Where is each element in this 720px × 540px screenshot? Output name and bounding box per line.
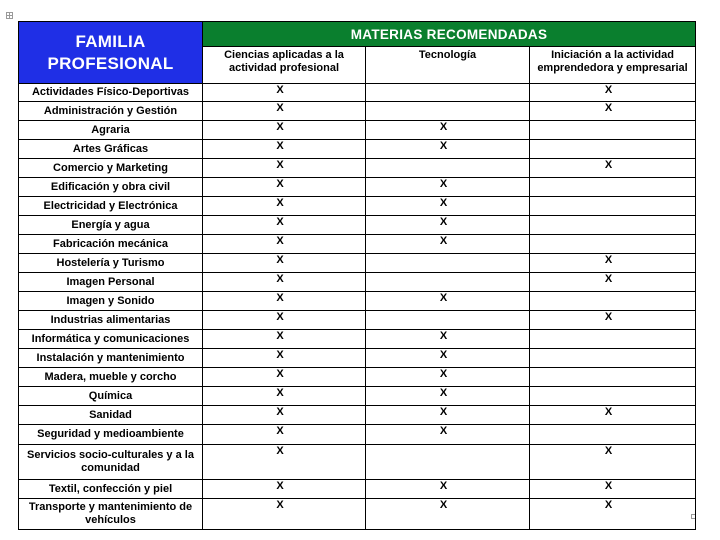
mark-x: X	[439, 235, 448, 247]
materias-table	[18, 21, 696, 530]
table-row	[19, 480, 696, 499]
mark-cell-tecnologia	[366, 102, 530, 121]
mark-cell-iniciacion	[530, 273, 696, 292]
mark-x: X	[276, 159, 284, 171]
mark-cell-iniciacion	[530, 445, 696, 480]
mark-x: X	[276, 178, 284, 190]
family-name-cell: Energía y agua	[19, 216, 203, 235]
mark-cell-tecnologia	[366, 349, 530, 368]
mark-cell-ciencias	[203, 84, 366, 102]
mark-cell-tecnologia	[366, 425, 530, 445]
table-row	[19, 368, 696, 387]
materias-recomendadas-header: MATERIAS RECOMENDADAS	[203, 22, 696, 47]
family-name-cell: Comercio y Marketing	[19, 159, 203, 178]
mark-x: X	[604, 406, 613, 418]
family-name-cell: Sanidad	[19, 406, 203, 425]
mark-cell-iniciacion	[530, 480, 696, 499]
mark-x: X	[276, 273, 284, 285]
mark-x: X	[276, 311, 284, 323]
mark-x: X	[604, 84, 613, 96]
mark-cell-ciencias	[203, 292, 366, 311]
header-row	[19, 22, 696, 47]
mark-x: X	[439, 406, 448, 418]
mark-cell-ciencias	[203, 387, 366, 406]
mark-cell-tecnologia	[366, 368, 530, 387]
mark-x: X	[439, 499, 448, 511]
column-header-ciencias-line2: actividad profesional	[228, 62, 340, 74]
mark-cell-iniciacion	[530, 425, 696, 445]
mark-cell-tecnologia	[366, 235, 530, 254]
mark-x: X	[276, 480, 284, 492]
family-name-cell: Madera, mueble y corcho	[19, 368, 203, 387]
mark-cell-ciencias	[203, 349, 366, 368]
column-header-ciencias-line1: Ciencias aplicadas a la	[224, 49, 344, 61]
mark-cell-ciencias	[203, 499, 366, 530]
column-header-iniciacion-line1: Iniciación a la actividad	[551, 49, 674, 61]
mark-x: X	[276, 254, 284, 266]
family-name-cell: Electricidad y Electrónica	[19, 197, 203, 216]
mark-cell-iniciacion	[530, 292, 696, 311]
mark-x: X	[439, 292, 448, 304]
mark-cell-tecnologia	[366, 254, 530, 273]
table-row	[19, 235, 696, 254]
mark-x: X	[439, 480, 448, 492]
mark-cell-ciencias	[203, 273, 366, 292]
mark-x: X	[439, 387, 448, 399]
mark-cell-iniciacion	[530, 330, 696, 349]
mark-cell-iniciacion	[530, 102, 696, 121]
mark-cell-tecnologia	[366, 216, 530, 235]
mark-cell-ciencias	[203, 178, 366, 197]
table-row	[19, 499, 696, 530]
mark-x: X	[439, 349, 448, 361]
mark-cell-ciencias	[203, 140, 366, 159]
mark-x: X	[276, 499, 284, 511]
mark-cell-ciencias	[203, 406, 366, 425]
mark-cell-ciencias	[203, 330, 366, 349]
family-name-cell: Química	[19, 387, 203, 406]
mark-cell-ciencias	[203, 480, 366, 499]
table-row	[19, 425, 696, 445]
mark-cell-ciencias	[203, 368, 366, 387]
family-name-cell: Informática y comunicaciones	[19, 330, 203, 349]
mark-cell-iniciacion	[530, 387, 696, 406]
mark-cell-tecnologia	[366, 480, 530, 499]
mark-cell-iniciacion	[530, 216, 696, 235]
mark-x: X	[439, 178, 448, 190]
table-row	[19, 273, 696, 292]
mark-x: X	[276, 235, 284, 247]
family-name-cell: Transporte y mantenimiento de vehículos	[19, 499, 203, 530]
move-handle-icon[interactable]	[6, 12, 13, 19]
mark-x: X	[276, 349, 284, 361]
mark-cell-tecnologia	[366, 273, 530, 292]
table-row	[19, 121, 696, 140]
familia-header-line2: PROFESIONAL	[47, 53, 174, 73]
family-name-cell: Agraria	[19, 121, 203, 140]
mark-cell-iniciacion	[530, 311, 696, 330]
family-name-cell: Servicios socio-culturales y a la comunidad	[19, 445, 203, 480]
table-row	[19, 406, 696, 425]
mark-x: X	[439, 368, 448, 380]
mark-x: X	[604, 102, 613, 114]
mark-cell-iniciacion	[530, 197, 696, 216]
mark-cell-tecnologia	[366, 387, 530, 406]
mark-cell-ciencias	[203, 121, 366, 140]
mark-cell-iniciacion	[530, 254, 696, 273]
mark-cell-iniciacion	[530, 368, 696, 387]
mark-x: X	[276, 102, 284, 114]
table-row	[19, 84, 696, 102]
mark-cell-tecnologia	[366, 197, 530, 216]
mark-x: X	[604, 159, 613, 171]
mark-x: X	[276, 292, 284, 304]
table-row	[19, 387, 696, 406]
table-row	[19, 311, 696, 330]
mark-cell-iniciacion	[530, 349, 696, 368]
mark-cell-iniciacion	[530, 159, 696, 178]
mark-cell-iniciacion	[530, 84, 696, 102]
mark-cell-tecnologia	[366, 178, 530, 197]
mark-x: X	[439, 197, 448, 209]
table-row	[19, 254, 696, 273]
mark-cell-ciencias	[203, 197, 366, 216]
mark-cell-ciencias	[203, 235, 366, 254]
mark-cell-tecnologia	[366, 140, 530, 159]
mark-cell-iniciacion	[530, 406, 696, 425]
mark-x: X	[276, 445, 284, 457]
mark-x: X	[276, 216, 284, 228]
family-name-cell: Fabricación mecánica	[19, 235, 203, 254]
column-header-tecnologia	[366, 47, 530, 84]
mark-x: X	[276, 406, 284, 418]
table-row	[19, 216, 696, 235]
mark-x: X	[604, 445, 613, 457]
mark-x: X	[276, 368, 284, 380]
column-header-ciencias	[203, 47, 366, 84]
column-header-tecnologia-line1: Tecnología	[418, 49, 477, 61]
mark-x: X	[276, 121, 284, 133]
mark-x: X	[604, 311, 613, 323]
table-row	[19, 178, 696, 197]
mark-x: X	[604, 499, 613, 511]
mark-x: X	[276, 387, 284, 399]
family-name-cell: Actividades Físico-Deportivas	[19, 84, 203, 102]
family-name-cell: Artes Gráficas	[19, 140, 203, 159]
mark-x: X	[604, 273, 613, 285]
mark-x: X	[439, 330, 448, 342]
mark-cell-tecnologia	[366, 84, 530, 102]
mark-cell-iniciacion	[530, 121, 696, 140]
mark-cell-tecnologia	[366, 445, 530, 480]
mark-x: X	[276, 140, 284, 152]
familia-profesional-header	[19, 22, 203, 84]
mark-cell-ciencias	[203, 159, 366, 178]
mark-cell-iniciacion	[530, 178, 696, 197]
mark-x: X	[439, 425, 448, 437]
mark-x: X	[276, 84, 284, 96]
family-name-cell: Imagen Personal	[19, 273, 203, 292]
mark-cell-iniciacion	[530, 140, 696, 159]
table-row	[19, 102, 696, 121]
family-name-cell: Instalación y mantenimiento	[19, 349, 203, 368]
mark-cell-iniciacion	[530, 499, 696, 530]
table-row	[19, 349, 696, 368]
table-row	[19, 159, 696, 178]
table-row	[19, 330, 696, 349]
mark-cell-iniciacion	[530, 235, 696, 254]
mark-cell-ciencias	[203, 425, 366, 445]
mark-cell-ciencias	[203, 216, 366, 235]
table-row	[19, 292, 696, 311]
mark-cell-ciencias	[203, 254, 366, 273]
mark-cell-ciencias	[203, 311, 366, 330]
family-name-cell: Industrias alimentarias	[19, 311, 203, 330]
mark-cell-ciencias	[203, 102, 366, 121]
family-name-cell: Hostelería y Turismo	[19, 254, 203, 273]
family-name-cell: Seguridad y medioambiente	[19, 425, 203, 445]
family-name-cell: Edificación y obra civil	[19, 178, 203, 197]
mark-x: X	[604, 254, 613, 266]
mark-x: X	[439, 140, 448, 152]
mark-cell-tecnologia	[366, 406, 530, 425]
familia-header-line1: FAMILIA	[75, 31, 146, 51]
family-name-cell: Imagen y Sonido	[19, 292, 203, 311]
mark-cell-tecnologia	[366, 121, 530, 140]
mark-x: X	[276, 197, 284, 209]
table-row	[19, 140, 696, 159]
mark-x: X	[604, 480, 613, 492]
column-header-iniciacion-line2: emprendedora y empresarial	[537, 62, 688, 74]
mark-x: X	[276, 425, 284, 437]
table-row	[19, 445, 696, 480]
table-row	[19, 197, 696, 216]
family-name-cell: Administración y Gestión	[19, 102, 203, 121]
mark-cell-tecnologia	[366, 330, 530, 349]
mark-cell-tecnologia	[366, 499, 530, 530]
mark-cell-ciencias	[203, 445, 366, 480]
mark-cell-tecnologia	[366, 159, 530, 178]
mark-x: X	[276, 330, 284, 342]
column-header-iniciacion	[530, 47, 696, 84]
mark-cell-tecnologia	[366, 311, 530, 330]
mark-cell-tecnologia	[366, 292, 530, 311]
mark-x: X	[439, 121, 448, 133]
mark-x: X	[439, 216, 448, 228]
family-name-cell: Textil, confección y piel	[19, 480, 203, 499]
